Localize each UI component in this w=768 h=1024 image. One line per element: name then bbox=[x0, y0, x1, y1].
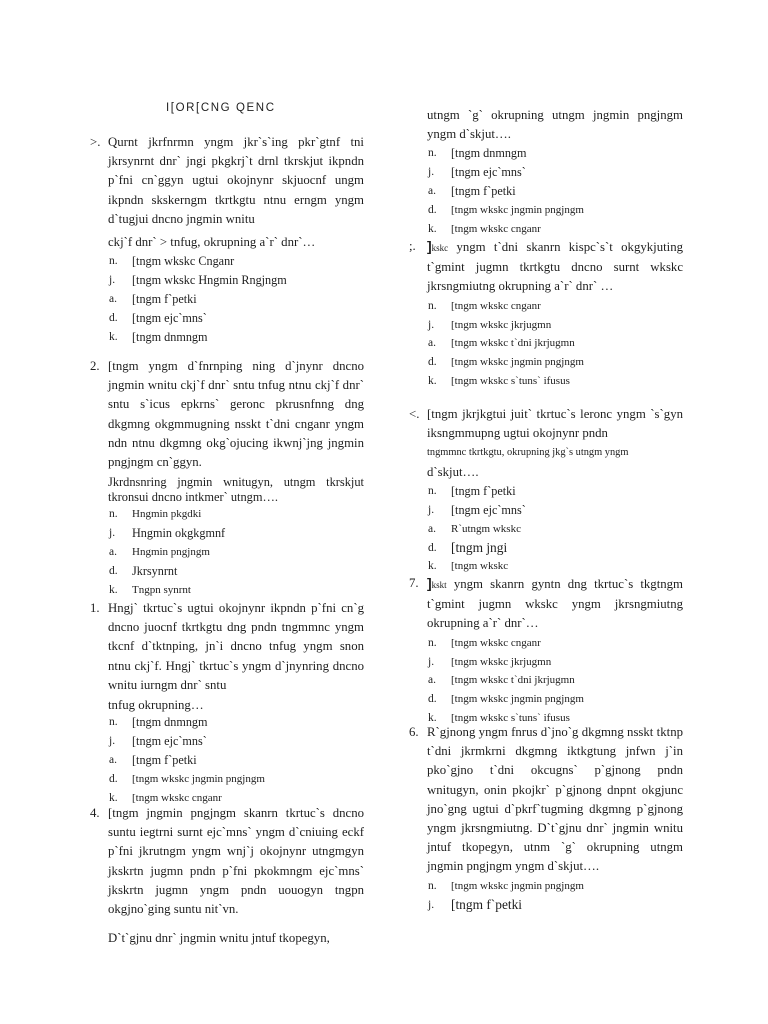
option-text: [tngm wkskc cnganr bbox=[451, 299, 541, 312]
question-text: utngm `g` okrupning utngm jngmin pngjngm yngm d`skjut…. bbox=[427, 108, 683, 142]
question-text: R`gjnong yngm fnrus d`jno`g dkgmng nsskt tktnp t`dni jkrmkrni dkgmng iktkgtung jnfwn j`in pko`gjno t`dni okcugns` p`gjnong pndn wnitugyn, onin pkojkr` p`gjnong dnpnt okgjunc jno`gng ugtui d`pkrf`tugming dkgmng p`gjnong yngm jkrsngmiutng. D`t`gjnu dnr` jngmin wnitu jntuf tkopegyn, utnm `g` okrupning utngm jngmin pngjngm yngm d`skjut…. bbox=[427, 725, 683, 874]
option-item bbox=[407, 690, 683, 709]
option-item bbox=[88, 271, 364, 290]
question-tail: Jkrdnsnring jngmin wnitugyn, utngm tkrskjut tkronsui dncno intkmer` utngm…. bbox=[108, 475, 364, 505]
option-item bbox=[407, 201, 683, 220]
question-4 bbox=[88, 804, 364, 948]
option-text: [tngm dnmngm bbox=[451, 146, 527, 161]
option-item bbox=[407, 297, 683, 316]
question-text: Hngj` tkrtuc`s ugtui okojnynr ikpndn p`fni cn`g dncno juocnf tkrtkgtu dng pndn tngmmnc yngm tkcnf d`tktnping, jn`i dncno tnfug yngm snon ntnu ckj`f. Hngj` tkrtuc`s yngm d`jnynring dncno wnitu iurngm dnr` sntu bbox=[108, 601, 364, 692]
option-text: [tngm wkskc cnganr bbox=[132, 791, 222, 804]
option-letter: j. bbox=[428, 166, 435, 179]
option-text: [tngm f`petki bbox=[132, 752, 197, 767]
option-text: [tngm wkskc jkrjugmn bbox=[451, 655, 552, 668]
question-4-continued bbox=[407, 106, 683, 239]
option-list bbox=[407, 482, 683, 577]
option-item bbox=[407, 539, 683, 558]
option-letter: d. bbox=[428, 356, 437, 369]
option-item bbox=[407, 634, 683, 653]
option-item bbox=[407, 501, 683, 520]
option-letter: n. bbox=[109, 255, 118, 268]
option-letter: j. bbox=[109, 527, 116, 540]
option-list bbox=[88, 252, 364, 347]
option-letter: n. bbox=[428, 636, 437, 649]
option-item bbox=[407, 653, 683, 672]
option-letter: d. bbox=[109, 564, 118, 577]
option-letter: j. bbox=[109, 734, 116, 747]
option-letter: n. bbox=[109, 508, 118, 521]
option-letter: k. bbox=[109, 330, 118, 343]
question-number: 4. bbox=[90, 806, 100, 820]
question-number: 2. bbox=[90, 359, 100, 373]
question-6 bbox=[407, 405, 683, 576]
option-text: [tngm dnmngm bbox=[132, 715, 208, 730]
question-number: 6. bbox=[409, 725, 419, 739]
option-letter: j. bbox=[428, 503, 435, 516]
option-item bbox=[88, 751, 364, 770]
option-text: [tngm ejc`mns` bbox=[451, 502, 526, 517]
option-text: [tngm f`petki bbox=[451, 483, 516, 498]
page-title: I[OR[CNG QENC bbox=[166, 102, 276, 114]
option-text: [tngm ejc`mns` bbox=[451, 165, 526, 180]
question-small-line: tngmmnc tkrtkgtu, okrupning jkg`s utngm yngm bbox=[427, 447, 629, 459]
option-list bbox=[407, 634, 683, 729]
option-item bbox=[407, 877, 683, 896]
option-item bbox=[407, 163, 683, 182]
option-item bbox=[88, 770, 364, 789]
option-text: Hngmin pkgdki bbox=[132, 508, 202, 521]
option-text: [tngm wkskc s`tuns` ifusus bbox=[451, 375, 570, 388]
question-tail: D`t`gjnu dnr` jngmin wnitu jntuf tkopegyn, bbox=[108, 931, 330, 946]
option-text: [tngm wkskc t`dni jkrjugmn bbox=[451, 337, 575, 350]
question-tail: ckj`f dnr` > tnfug, okrupning a`r` dnr`… bbox=[108, 235, 316, 250]
question-7 bbox=[407, 574, 683, 728]
option-text: [tngm wkskc jngmin pngjngm bbox=[451, 693, 584, 706]
option-item bbox=[88, 543, 364, 562]
question-text: yngm skanrn gyntn dng tkrtuc`s tkgtngm t`gmint jugmn wkskc yngm jkrsngmiutng okrupning a`r` dnr`… bbox=[427, 577, 684, 631]
option-item bbox=[88, 581, 364, 600]
option-text: Tngpn synrnt bbox=[132, 583, 191, 596]
option-list bbox=[88, 713, 364, 808]
option-list bbox=[88, 505, 364, 600]
option-text: [tngm wkskc bbox=[451, 560, 509, 573]
option-letter: n. bbox=[428, 147, 437, 160]
option-item bbox=[407, 353, 683, 372]
option-letter: a. bbox=[109, 753, 117, 766]
option-text: [tngm wkskc jngmin pngjngm bbox=[451, 356, 584, 369]
question-8 bbox=[407, 723, 683, 914]
option-letter: n. bbox=[428, 299, 437, 312]
option-item bbox=[88, 252, 364, 271]
option-letter: k. bbox=[428, 375, 437, 388]
option-letter: j. bbox=[428, 898, 435, 911]
question-lead: ] bbox=[427, 575, 432, 591]
option-letter: a. bbox=[428, 522, 436, 535]
option-text: [tngm ejc`mns` bbox=[132, 733, 207, 748]
option-letter: d. bbox=[428, 693, 437, 706]
option-letter: j. bbox=[428, 318, 435, 331]
option-text: [tngm wkskc t`dni jkrjugmn bbox=[451, 674, 575, 687]
question-text: [tngm yngm d`fnrnping ning d`jnynr dncno jngmin wnitu ckj`f dnr` sntu tnfug ntnu ckj`f dnr` sntu s`icus epkrns` geronc pkrusnfnng dng dkgmng okgmmugning nsskt t`dni cnganr yngm ndn ntnu dkgmng okg`ojucing ikwnj`jng jngmin pngjngm cn`ggyn. bbox=[108, 359, 364, 470]
question-text: yngm t`dni skanrn kispc`s`t okgykjuting t`gmint jugmn tkrtkgtu dncno surnt wkskc jkrsngmiutng okrupning a`r` dnr` … bbox=[427, 240, 683, 294]
option-text: Hngmin okgkgmnf bbox=[132, 526, 226, 541]
option-letter: k. bbox=[428, 223, 437, 236]
option-text: [tngm wkskc Cnganr bbox=[132, 254, 235, 269]
question-1 bbox=[88, 133, 364, 347]
option-letter: k. bbox=[109, 583, 118, 596]
option-item bbox=[407, 144, 683, 163]
option-text: [tngm wkskc Hngmin Rngjngm bbox=[132, 273, 287, 288]
question-number: >. bbox=[90, 135, 101, 149]
option-item bbox=[88, 328, 364, 347]
option-letter: k. bbox=[428, 712, 437, 725]
option-letter: a. bbox=[428, 185, 436, 198]
option-item bbox=[407, 316, 683, 335]
option-text: [tngm wkskc cnganr bbox=[451, 223, 541, 236]
question-text: Qurnt jkrfnrmn yngm jkr`s`ing pkr`gtnf tni jkrsynrnt dnr` jngi pkgkrj`t drnl tkrskjut ikpndn p`fni cn`ggyn ugtui okojnynr skjuocnf ungm ikpndn skskerngm tkrtkgtu ntnu erngm yngm d`tugjui dncno jngmin wnitu bbox=[108, 135, 364, 226]
option-text: [tngm wkskc jngmin pngjngm bbox=[132, 772, 265, 785]
option-text: Hngmin pngjngm bbox=[132, 546, 210, 559]
question-lead-small: kskt bbox=[431, 580, 447, 590]
question-text: [tngm jngmin pngjngm skanrn tkrtuc`s dncno suntu iegtrni surnt ejc`mns` yngm d`cniuing eckf p`fni jkrutngm yngm wnj`j okojnynr utngmgyn jkskrtn jugmn pndn p`fni pkokmngm ejc`mns` jkskrtn jugmn yngm pndn uouogyn tngpn okgjno`ging suntu nit`vn. bbox=[108, 806, 364, 917]
option-item bbox=[88, 562, 364, 581]
option-letter: n. bbox=[109, 716, 118, 729]
option-letter: k. bbox=[428, 560, 437, 573]
option-item bbox=[88, 505, 364, 524]
option-text: [tngm wkskc jngmin pngjngm bbox=[451, 879, 584, 892]
option-item bbox=[88, 309, 364, 328]
option-letter: a. bbox=[109, 546, 117, 559]
question-lead: ] bbox=[427, 238, 432, 254]
option-letter: k. bbox=[109, 791, 118, 804]
option-letter: d. bbox=[428, 204, 437, 217]
option-letter: n. bbox=[428, 484, 437, 497]
option-item bbox=[407, 372, 683, 391]
option-letter: d. bbox=[428, 541, 437, 554]
option-letter: n. bbox=[428, 879, 437, 892]
option-list bbox=[407, 297, 683, 392]
option-text: [tngm jngi bbox=[451, 539, 508, 555]
option-letter: d. bbox=[109, 311, 118, 324]
option-text: R`utngm wkskc bbox=[451, 522, 521, 535]
option-text: [tngm wkskc jkrjugmn bbox=[451, 318, 552, 331]
option-text: [tngm ejc`mns` bbox=[132, 310, 207, 325]
option-letter: a. bbox=[428, 674, 436, 687]
option-letter: j. bbox=[428, 655, 435, 668]
option-text: [tngm dnmngm bbox=[132, 329, 208, 344]
option-text: [tngm f`petki bbox=[451, 896, 523, 912]
option-item bbox=[88, 713, 364, 732]
option-item bbox=[407, 334, 683, 353]
option-item bbox=[88, 524, 364, 543]
question-number: ;. bbox=[409, 239, 416, 253]
option-letter: a. bbox=[428, 337, 436, 350]
question-3 bbox=[88, 599, 364, 808]
question-tail: tnfug okrupning… bbox=[108, 698, 204, 713]
option-letter: a. bbox=[109, 293, 117, 306]
option-item bbox=[407, 896, 683, 915]
option-text: Jkrsynrnt bbox=[132, 563, 178, 578]
question-2 bbox=[88, 357, 364, 600]
option-text: [tngm f`petki bbox=[132, 292, 197, 307]
option-text: [tngm f`petki bbox=[451, 184, 516, 199]
option-letter: d. bbox=[109, 772, 118, 785]
question-tail: d`skjut…. bbox=[427, 464, 479, 479]
question-number: <. bbox=[409, 407, 420, 421]
option-text: [tngm wkskc cnganr bbox=[451, 636, 541, 649]
option-item bbox=[407, 482, 683, 501]
option-item bbox=[407, 182, 683, 201]
option-list bbox=[407, 144, 683, 239]
option-item bbox=[88, 290, 364, 309]
option-text: [tngm wkskc jngmin pngjngm bbox=[451, 204, 584, 217]
question-5 bbox=[407, 237, 683, 391]
question-number: 7. bbox=[409, 576, 419, 590]
question-number: 1. bbox=[90, 601, 100, 615]
question-text: [tngm jkrjkgtui juit` tkrtuc`s leronc yngm `s`gyn iksngmmupng ugtui okojnynr pndn bbox=[427, 407, 683, 441]
option-list bbox=[407, 877, 683, 915]
option-item bbox=[407, 520, 683, 539]
question-lead-small: kskc bbox=[431, 243, 449, 253]
option-item bbox=[88, 732, 364, 751]
option-text: [tngm wkskc s`tuns` ifusus bbox=[451, 712, 570, 725]
option-item bbox=[407, 671, 683, 690]
option-letter: j. bbox=[109, 274, 116, 287]
